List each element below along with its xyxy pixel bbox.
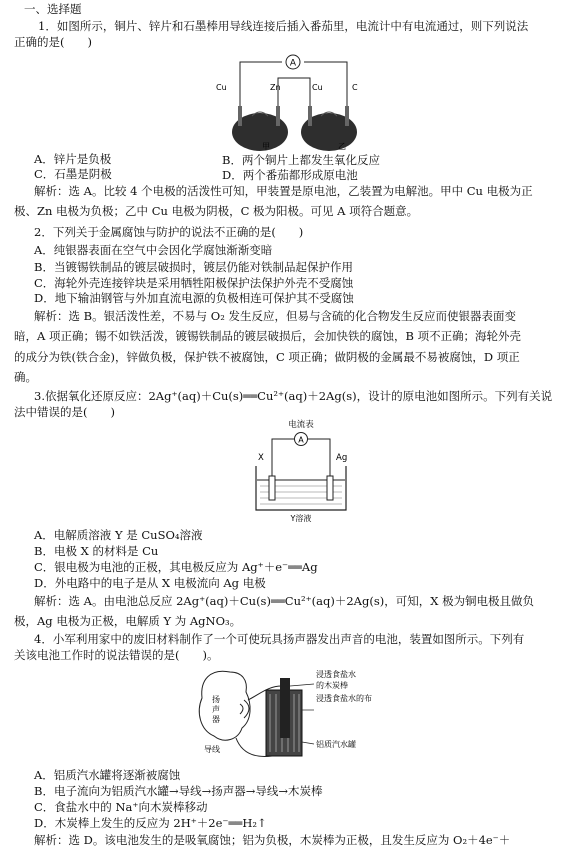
q3-electrode-ag: Ag	[336, 453, 348, 463]
q1-stem-line2: 正确的是( )	[14, 35, 92, 49]
q4-option-d: D．木炭棒上发生的反应为 2H⁺＋2e⁻══H₂↑	[34, 816, 267, 830]
q4-speaker-label-2: 声	[212, 705, 220, 714]
q3-option-a: A．电解质溶液 Y 是 CuSO₄溶液	[34, 528, 203, 542]
q2-stem: 2．下列关于金属腐蚀与防护的说法不正确的是( )	[34, 225, 304, 239]
q3-analysis-line1: 解析：选 A。由电池总反应 2Ag⁺(aq)＋Cu(s)══Cu²⁺(aq)＋2Ag(s)，可知，X 极为铜电极且做负	[34, 594, 535, 608]
q4-can-label: 铝质汽水罐	[316, 740, 356, 749]
q3-galvanic-cell-figure	[246, 418, 356, 524]
q4-option-c: C．食盐水中的 Na⁺向木炭棒移动	[34, 800, 208, 814]
q2-option-b: B．当镀锡铁制品的镀层破损时，镀层仍能对铁制品起保护作用	[34, 260, 353, 274]
q1-cell-label-jia: 甲	[262, 142, 270, 151]
q3-solution-label: Y溶液	[290, 514, 312, 523]
section-title: 一、选择题	[24, 2, 82, 16]
q2-option-a: A．纯银器表面在空气中会因化学腐蚀渐渐变暗	[34, 243, 273, 257]
q1-analysis-line1: 解析：选 A。比较 4 个电极的活泼性可知，甲装置是原电池，乙装置为电解池。甲中 Cu 电极为正	[34, 184, 533, 198]
q4-stem-line2: 关该电池工作时的说法错误的是( )。	[14, 648, 219, 662]
q4-speaker-label-3: 器	[212, 715, 220, 724]
q4-wire-label: 导线	[204, 745, 220, 754]
q2-analysis-line4: 确。	[14, 370, 37, 384]
q1-option-c: C．石墨是阴极	[34, 167, 112, 181]
q4-analysis-line1: 解析：选 D。该电池发生的是吸氧腐蚀；铝为负极，木炭棒为正极，且发生反应为 O₂＋4e⁻＋	[34, 833, 511, 847]
q1-electrode-c: C	[352, 83, 358, 92]
charcoal-rod-icon	[280, 678, 290, 738]
q1-option-d: D．两个番茄都形成原电池	[222, 168, 358, 182]
q1-electrode-cu1: Cu	[216, 83, 227, 92]
q3-stem-line1: 3.依据氧化还原反应：2Ag⁺(aq)＋Cu(s)══Cu²⁺(aq)＋2Ag(s)，设计的原电池如图所示。下列有关说	[34, 389, 553, 403]
q4-can-battery-figure	[190, 664, 390, 768]
q4-rod-label-line2: 的木炭棒	[316, 681, 348, 690]
q3-option-d: D．外电路中的电子是从 X 电极流向 Ag 电极	[34, 576, 266, 590]
q3-option-c: C．银电极为电池的正极，其电极反应为 Ag⁺＋e⁻══Ag	[34, 560, 318, 574]
q2-analysis-line3: 的成分为铁(铁合金)，锌做负极，保护铁不被腐蚀，C 项正确；做阴极的金属最不易被腐蚀，D 项正	[14, 350, 520, 364]
q1-electrode-cu2: Cu	[312, 83, 323, 92]
q1-tomato-cell-figure	[206, 50, 376, 152]
q4-cloth-label: 浸透食盐水的布	[316, 694, 372, 703]
q3-analysis-line2: 极，Ag 电极为正极，电解质 Y 为 AgNO₃。	[14, 614, 242, 628]
q1-option-b: B．两个铜片上都发生氧化反应	[222, 153, 380, 167]
q4-option-a: A．铝质汽水罐将逐渐被腐蚀	[34, 768, 181, 782]
q2-analysis-line1: 解析：选 B。银活泼性差，不易与 O₂ 发生反应，但易与含硫的化合物发生反应而使银器表面变	[34, 309, 516, 323]
q2-option-c: C．海轮外壳连接锌块是采用牺牲阳极保护法保护外壳不受腐蚀	[34, 276, 354, 290]
q1-analysis-line2: 极、Zn 电极为负极；乙中 Cu 电极为阴极，C 极为阳极。可见 A 项符合题意。	[14, 204, 419, 218]
q1-option-a: A．锌片是负极	[34, 152, 112, 166]
q3-option-b: B．电极 X 的材料是 Cu	[34, 544, 159, 558]
q1-electrode-zn: Zn	[270, 83, 281, 92]
q4-rod-label-line1: 浸透食盐水	[316, 670, 356, 679]
q3-electrode-x: X	[258, 453, 264, 463]
q1-cell-label-yi: 乙	[338, 142, 346, 151]
q2-option-d: D．地下输油钢管与外加直流电源的负极相连可保护其不受腐蚀	[34, 291, 354, 305]
q4-option-b: B．电子流向为铝质汽水罐→导线→扬声器→导线→木炭棒	[34, 784, 323, 798]
q1-meter-label: A	[289, 58, 297, 69]
q4-speaker-label-1: 扬	[212, 695, 220, 704]
q2-analysis-line2: 暗，A 项正确；锡不如铁活泼，镀锡铁制品的镀层破损后，会加快铁的腐蚀，B 项不正确；海轮外壳	[14, 329, 522, 343]
q1-stem-line1: 1．如图所示，铜片、锌片和石墨棒用导线连接后插入番茄里，电流计中有电流通过，则下列说法	[38, 19, 529, 33]
q4-stem-line1: 4．小军利用家中的废旧材料制作了一个可使玩具扬声器发出声音的电池，装置如图所示。下列有	[34, 632, 525, 646]
q3-meter-label: A	[298, 435, 304, 445]
q3-stem-line2: 法中错误的是( )	[14, 405, 115, 419]
q3-meter-title: 电流表	[288, 420, 314, 430]
